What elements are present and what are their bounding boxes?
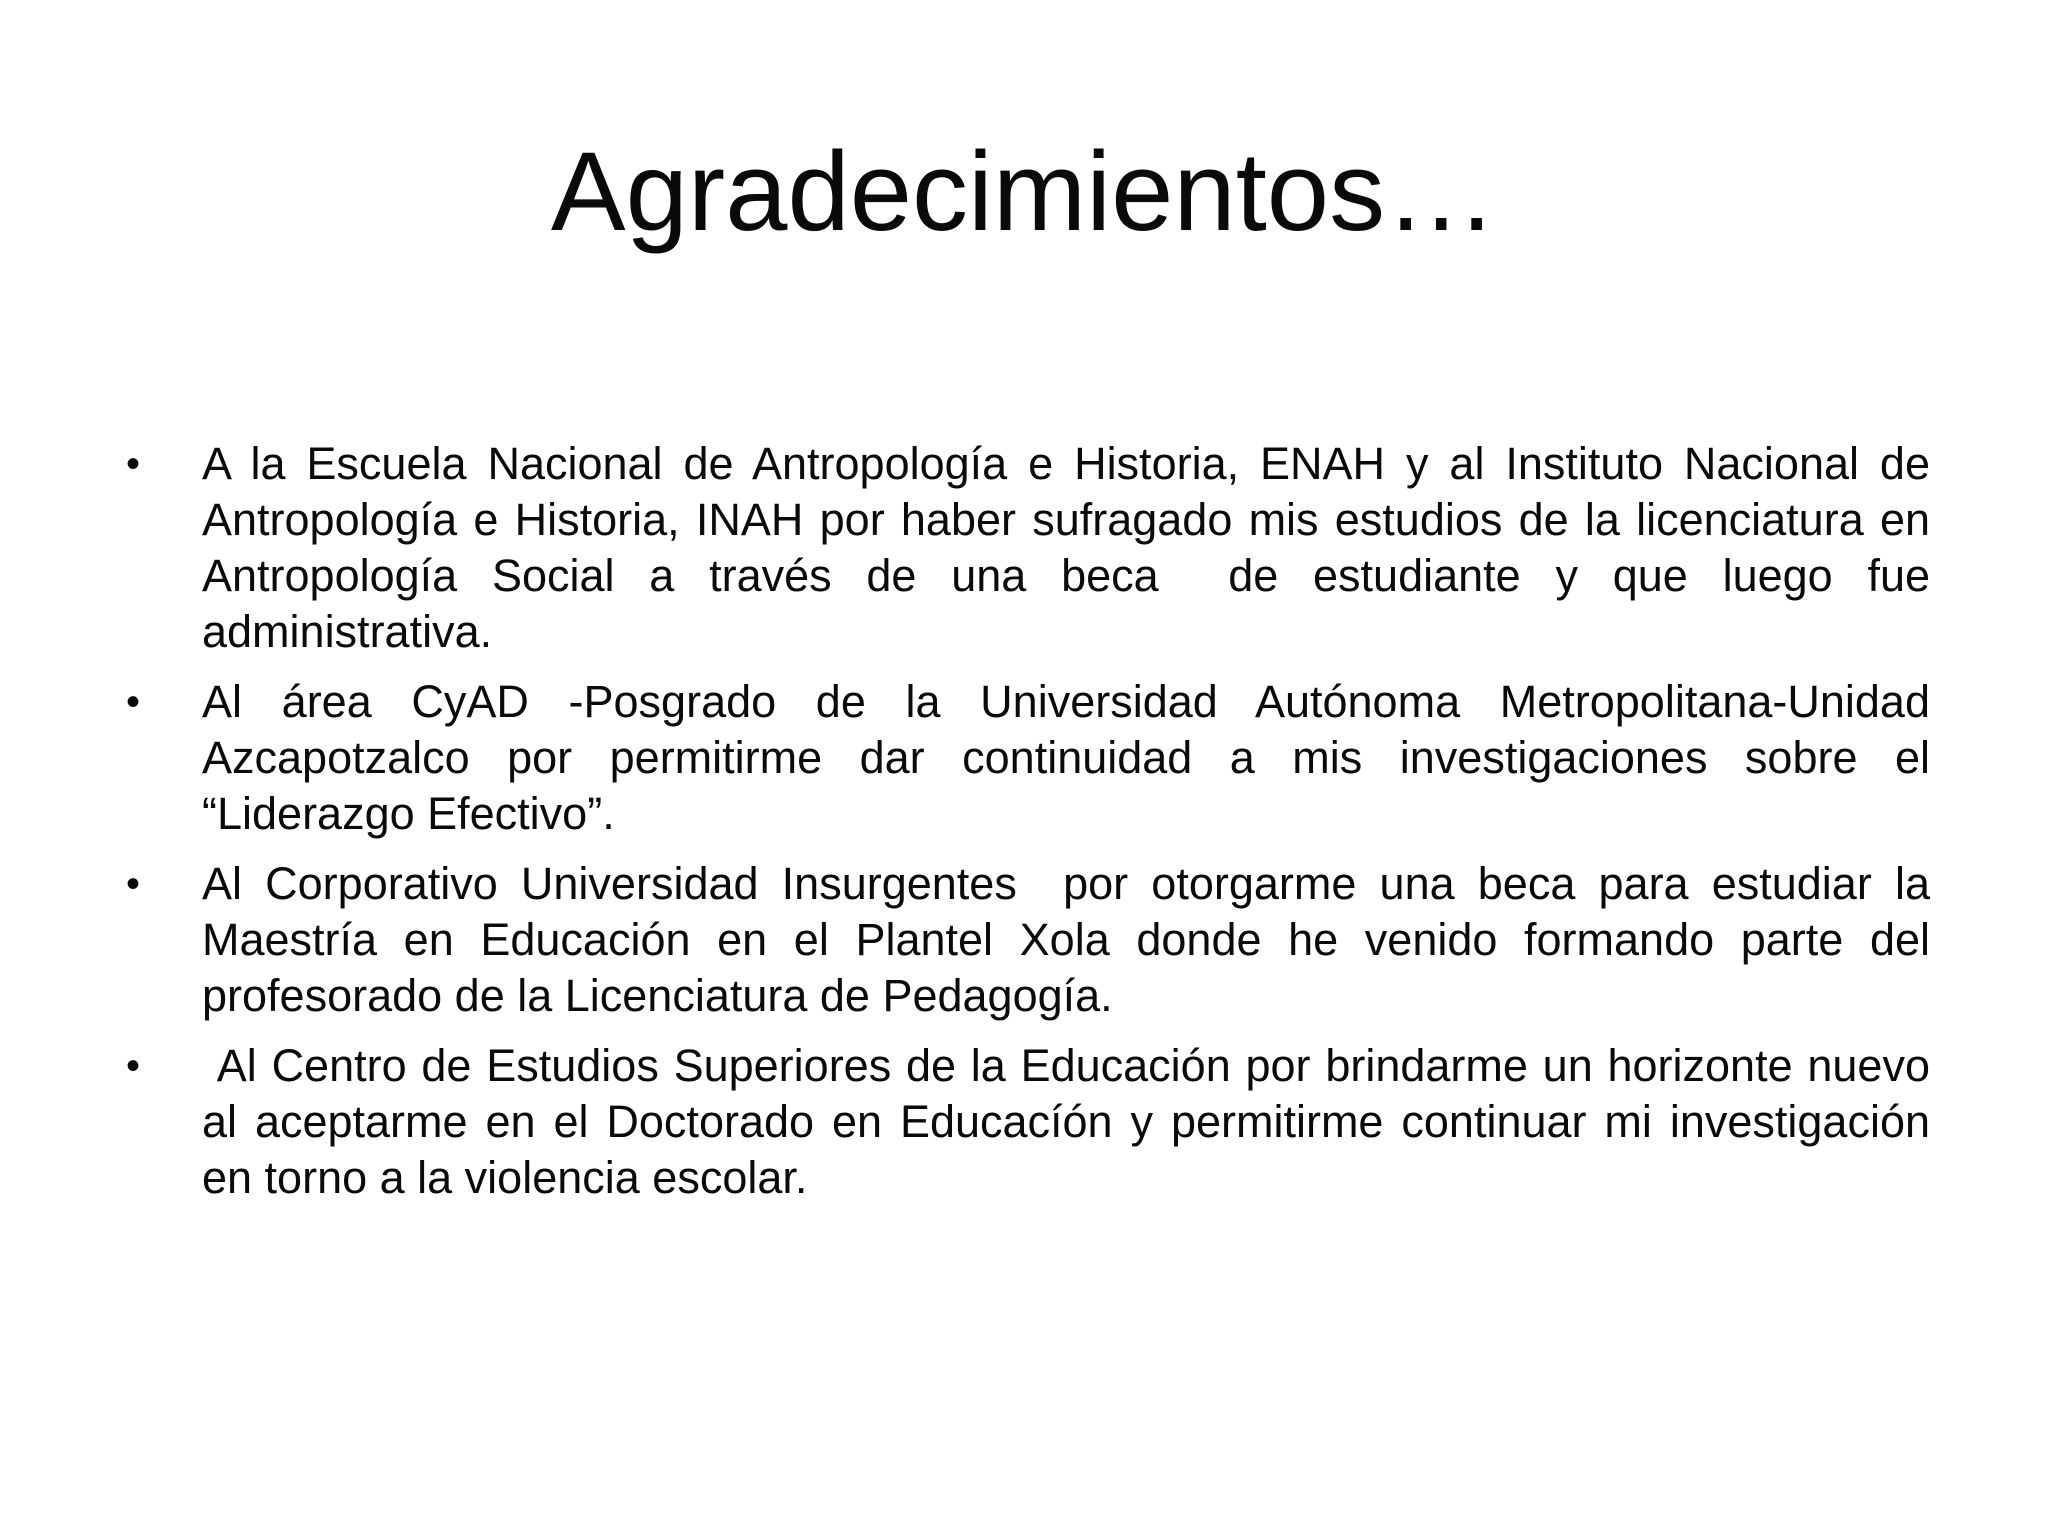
list-item-text: Al Centro de Estudios Superiores de la Educación por brindarme un horizonte nuevo al aceptarme en el Doctorado en Educacíón y permitirme continuar mi investigación en torno a la violencia escolar. bbox=[202, 1040, 1943, 1203]
list-item bbox=[122, 674, 1943, 842]
list-item bbox=[122, 1038, 1943, 1206]
list-item-text: Al Corporativo Universidad Insurgentes por otorgarme una beca para estudiar la Maestría en Educación en el Plantel Xola donde he venido formando parte del profesorado de la Licenciatura de Pedagogía. bbox=[202, 858, 1943, 1021]
slide-title: Agradecimientos… bbox=[550, 129, 1498, 254]
bullet-icon: • bbox=[126, 442, 141, 486]
list-item bbox=[122, 856, 1943, 1024]
acknowledgements-list bbox=[122, 436, 1943, 1220]
bullet-icon: • bbox=[126, 1044, 141, 1088]
list-item-text: A la Escuela Nacional de Antropología e Historia, ENAH y al Instituto Nacional de Antropología e Historia, INAH por haber sufragado mis estudios de la licenciatura en Antropología Social a través de una beca de estudiante y que luego fue administrativa. bbox=[202, 438, 1943, 657]
list-item bbox=[122, 436, 1943, 660]
list-item-text: Al área CyAD -Posgrado de la Universidad Autónoma Metropolitana-Unidad Azcapotzalco por permitirme dar continuidad a mis investigaciones sobre el “Liderazgo Efectivo”. bbox=[202, 676, 1943, 839]
bullet-icon: • bbox=[126, 680, 141, 724]
bullet-icon: • bbox=[126, 862, 141, 906]
